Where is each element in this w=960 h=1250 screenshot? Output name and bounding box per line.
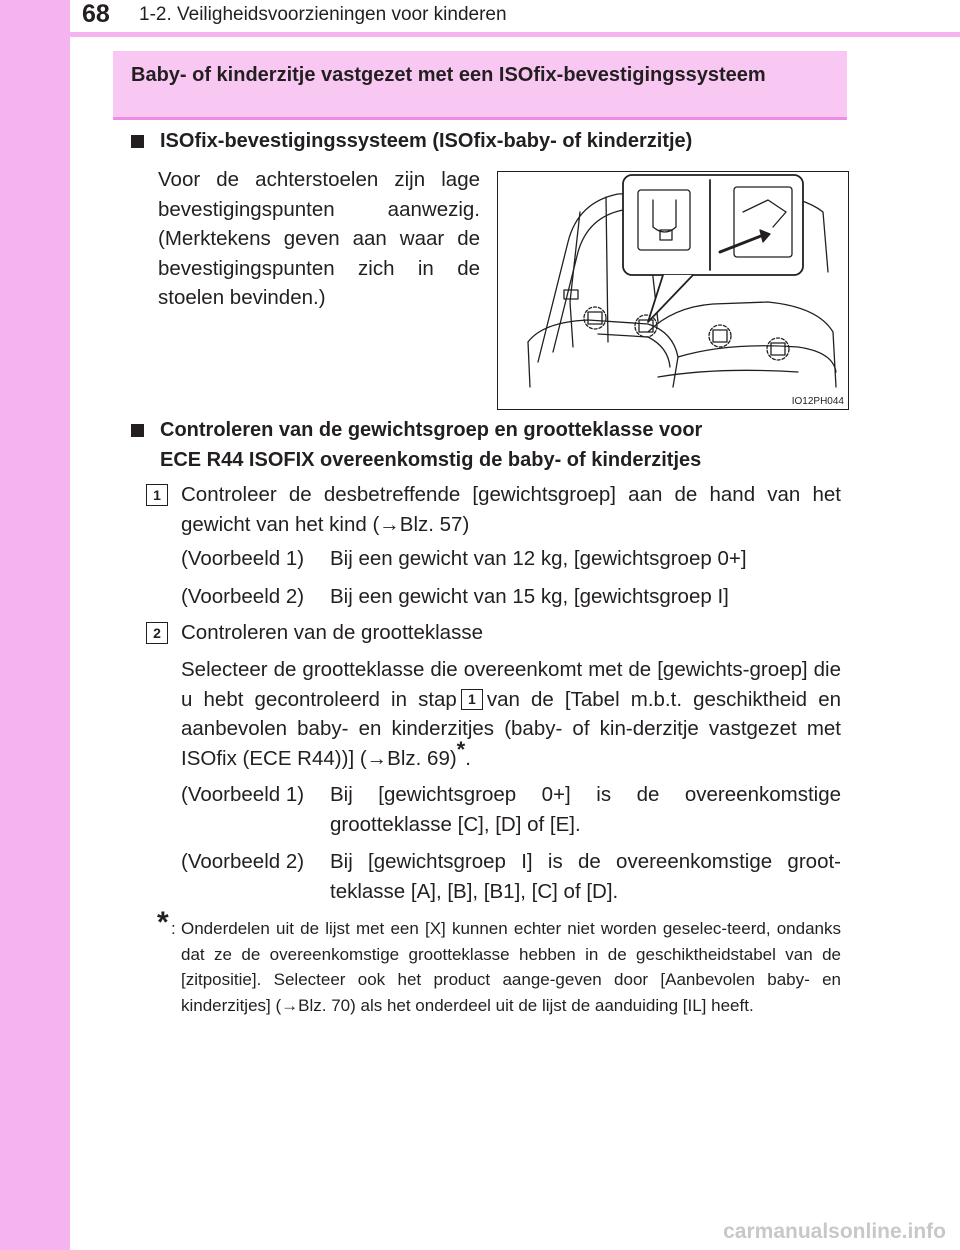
isofix-description: Voor de achterstoelen zijn lage bevestigingspunten aanwezig. (Merktekens geven aan waar de bevestigingspunten zich in de stoelen bevinden.) xyxy=(158,168,480,309)
step-2-example-1: (Voorbeeld 1) Bij [gewichtsgroep 0+] is de overeenkomstige grootteklasse [C], [D] of [E]. xyxy=(181,783,841,836)
square-bullet-icon xyxy=(131,424,144,437)
subsection-heading-weight-group xyxy=(131,415,851,475)
square-bullet-icon xyxy=(131,135,144,148)
step-2-title: Controleren van de grootteklasse xyxy=(181,621,483,644)
footnote-asterisk: * xyxy=(157,906,169,939)
step-2-badge: 2 xyxy=(146,622,168,644)
subsection-title: ISOfix-bevestigingssysteem (ISOfix-baby- of kinderzitje) xyxy=(160,130,693,152)
step-2-text: Selecteer de grootteklasse die overeenkomt met de [gewichts-groep] die u hebt gecontroleerd in stap 1 van de [Tabel m.b.t. geschiktheid en aanbevolen baby- en kinderzitjes (baby- of kin-derzitje vastgezet met ISOfix (ECE R44))] (→Blz. 69)*. xyxy=(181,658,842,770)
footnote-text: Onderdelen uit de lijst met een [X] kunnen echter niet worden geselec-teerd, ondanks dat ze de overeenkomstige grootteklasse hebben in de geschiktheidstabel van de [zitpositie]. Selecteer ook het product aange-geven door [Aanbevolen baby- en kinderzitjes] (→Blz. 70) als het onderdeel uit de lijst de aanduiding [IL] heeft. xyxy=(181,919,841,1015)
arrow-right-icon: → xyxy=(366,746,388,770)
side-tab-band xyxy=(0,0,70,1250)
step-1-example-1: (Voorbeeld 1) Bij een gewicht van 12 kg, [gewichtsgroep 0+] xyxy=(181,547,747,570)
rear-seat-anchor-icon xyxy=(498,172,848,409)
subsection-title-line1: Controleren van de gewichtsgroep en grootteklasse voor xyxy=(160,419,703,441)
step-1-badge: 1 xyxy=(146,484,168,506)
step-1-example-2: (Voorbeeld 2) Bij een gewicht van 15 kg, [gewichtsgroep I] xyxy=(181,585,729,608)
section-title: Baby- of kinderzitje vastgezet met een ISOfix-bevestigingssysteem xyxy=(131,64,766,86)
page-number: 68 xyxy=(82,0,110,28)
header-rule xyxy=(70,32,960,37)
section-title-box xyxy=(113,51,847,120)
running-title: 1-2. Veiligheidsvoorzieningen voor kinderen xyxy=(139,4,507,25)
watermark: carmanualsonline.info xyxy=(723,1220,946,1243)
isofix-seat-illustration xyxy=(497,171,849,410)
step-2-example-2: (Voorbeeld 2) Bij [gewichtsgroep I] is de overeenkomstige groot-teklasse [A], [B], [B1], [C] of [D]. xyxy=(181,850,841,903)
figure-code: IO12PH044 xyxy=(791,396,844,407)
arrow-right-icon: → xyxy=(281,995,299,1015)
subsection-heading-isofix xyxy=(131,126,851,156)
footnote-marker: * xyxy=(456,736,466,762)
footnote-colon: : xyxy=(171,919,176,938)
step-1-text: Controleer de desbetreffende [gewichtsgroep] aan de hand van het gewicht van het kind (→Blz. 57) xyxy=(181,483,841,536)
arrow-right-icon: → xyxy=(379,512,400,536)
step-ref-badge: 1 xyxy=(461,689,483,710)
subsection-title-line2: ECE R44 ISOFIX overeenkomstig de baby- of kinderzitjes xyxy=(160,449,702,471)
